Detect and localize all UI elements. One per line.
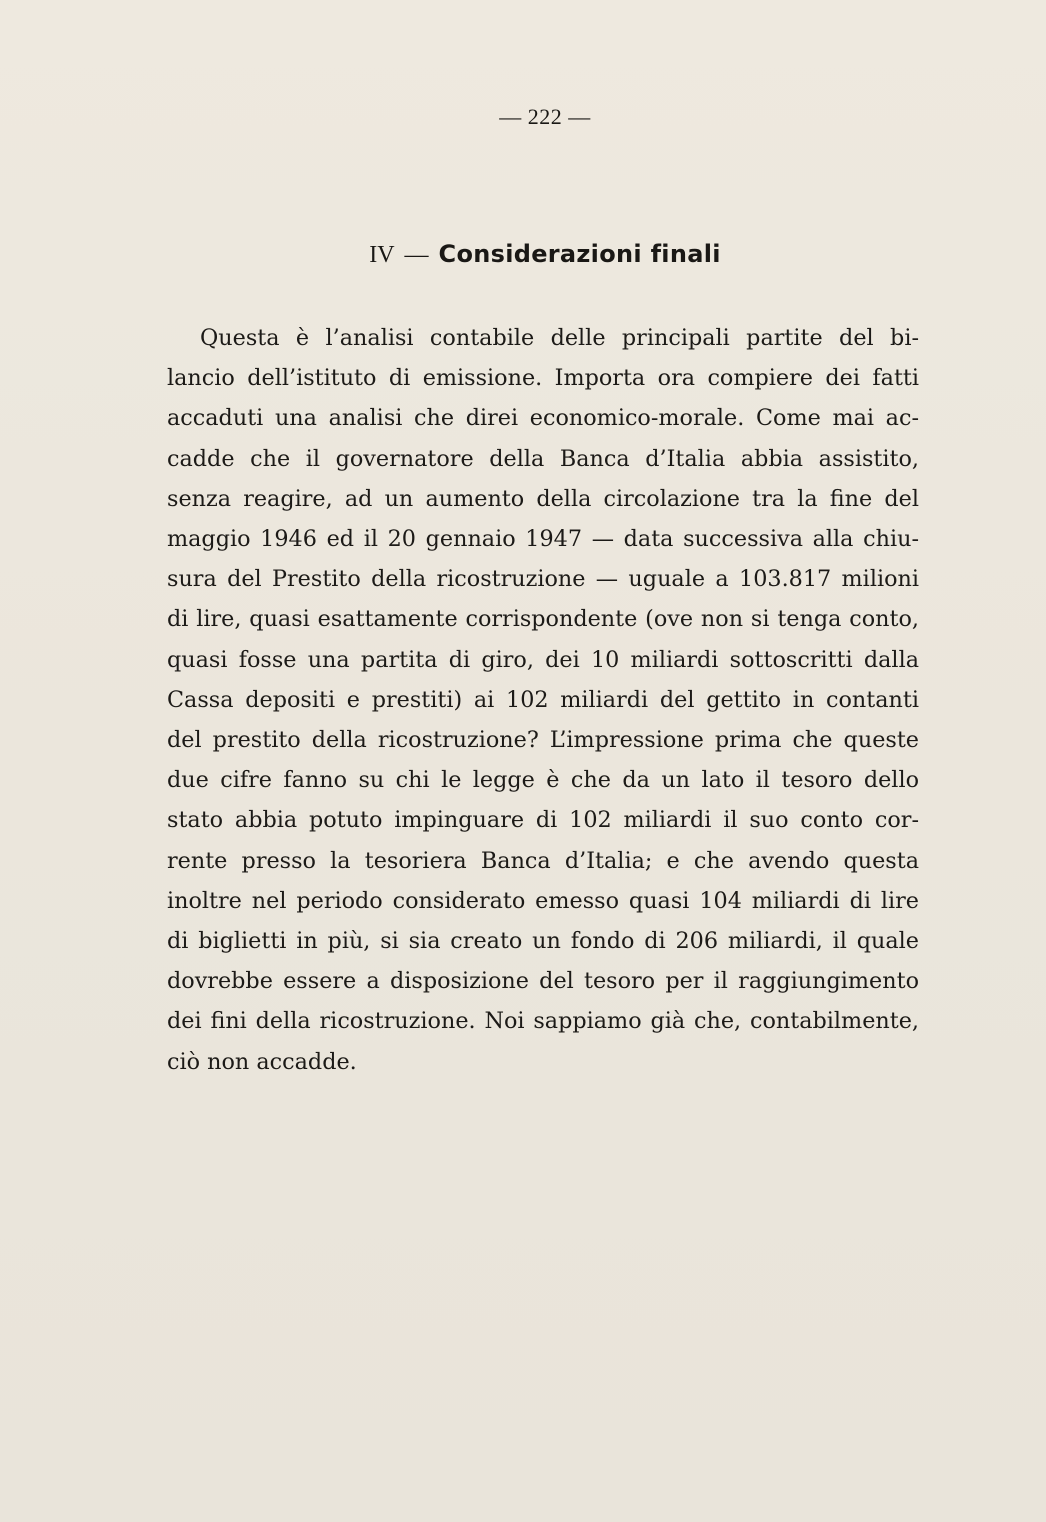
section-numeral: IV [369,242,395,268]
text-line: cadde che il governatore della Banca d’Italia abbia assistito, [167,445,919,472]
text-line: stato abbia potuto impinguare di 102 miliardi il suo conto cor- [167,807,919,834]
text-line: lancio dell’istituto di emissione. Importa ora compiere dei fatti [167,365,919,392]
text-line: due cifre fanno su chi le legge è che da un lato il tesoro dello [167,767,919,794]
section-heading [0,240,1046,269]
text-line: maggio 1946 ed il 20 gennaio 1947 — data successiva alla chiu- [167,526,919,553]
text-line: inoltre nel periodo considerato emesso quasi 104 miliardi di lire [167,887,919,914]
page-number: — 222 — [499,104,591,129]
text-line: dovrebbe essere a disposizione del tesoro per il raggiungimento [167,968,919,995]
text-line: dei fini della ricostruzione. Noi sappiamo già che, contabilmente, [167,1008,919,1035]
text-line: quasi fosse una partita di giro, dei 10 miliardi sottoscritti dalla [167,646,919,673]
body-paragraph [167,318,919,1082]
text-line: di lire, quasi esattamente corrispondente (ove non si tenga conto, [167,606,919,633]
text-line: di biglietti in più, si sia creato un fondo di 206 miliardi, il quale [167,928,919,955]
text-line: Cassa depositi e prestiti) ai 102 miliardi del gettito in contanti [167,686,919,713]
text-line: rente presso la tesoriera Banca d’Italia; e che avendo questa [167,847,919,874]
heading-dash: — [404,242,429,268]
text-line: senza reagire, ad un aumento della circolazione tra la fine del [167,485,919,512]
text-line: del prestito della ricostruzione? L’impressione prima che queste [167,727,919,754]
section-title: Considerazioni finali [438,240,721,268]
text-line: Questa è l’analisi contabile delle principali partite del bi- [200,325,919,351]
text-line: accaduti una analisi che direi economico-morale. Come mai ac- [167,405,919,432]
text-line: sura del Prestito della ricostruzione — uguale a 103.817 milioni [167,566,919,593]
text-line: ciò non accadde. [167,1048,357,1075]
